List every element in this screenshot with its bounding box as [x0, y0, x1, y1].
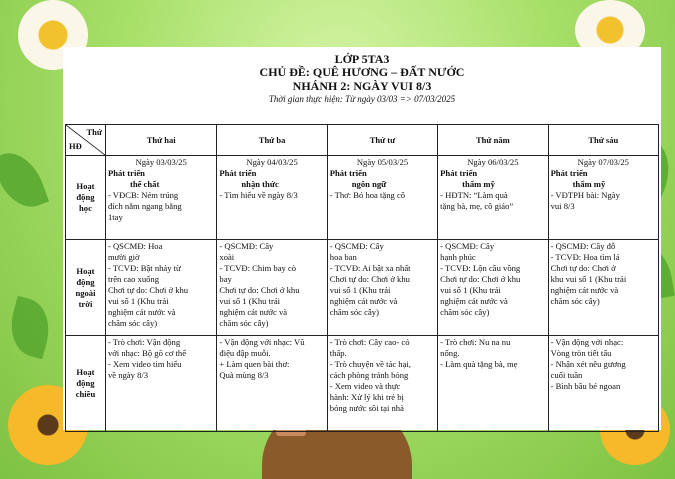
table-cell: Ngày 03/03/25 Phát triển thể chất - VĐCB: Ném trúng đích nằm ngang bằng 1tay: [105, 156, 216, 240]
table-cell: Ngày 07/03/25 Phát triển thẩm mỹ - VĐTPH bài: Ngày vui 8/3: [548, 156, 658, 240]
table-cell: - QSCMĐ: Hoa mười giờ - TCVĐ: Bật nhảy từ trên cao xuống Chơi tự do: Chơi ở khu vui số 1 (Khu trải nghiệm cát nước và chăm sóc cây): [105, 240, 216, 336]
corner-day-label: Thứ: [86, 127, 102, 137]
table-cell: Ngày 04/03/25 Phát triển nhận thức - Tìm hiểu về ngày 8/3: [217, 156, 327, 240]
corner-cell: [66, 125, 106, 156]
day-header: Thứ hai: [105, 125, 216, 156]
corner-activity-label: HĐ: [69, 141, 82, 151]
table-cell: - QSCMĐ: Cây đỗ - TCVĐ: Hoa tìm lá Chơi tự do: Chơi ở khu vui số 1 (Khu trải nghiệm cát nước và chăm sóc cây): [548, 240, 658, 336]
table-cell: - QSCMĐ: Cây hạnh phúc - TCVĐ: Lộn cầu vồng Chơi tự do: Chơi ở khu vui số 1 (Khu trải nghiệm cát nước và chăm sóc cây): [438, 240, 548, 336]
table-row: [66, 156, 659, 240]
lesson-plan-sheet: [63, 47, 661, 430]
day-header: Thứ năm: [438, 125, 548, 156]
weekly-plan-table: [65, 124, 659, 432]
table-cell: - Trò chơi: Cây cao- cỏ thấp. - Trò chuyện về tác hại, cách phòng tránh bỏng - Xem video và thực hành: Xử lý khi trẻ bị bỏng nước sôi tại nhà: [327, 336, 437, 432]
table-cell: - Trò chơi: Nu na nu nống. - Làm quà tặng bà, mẹ: [438, 336, 548, 432]
table-cell: Ngày 06/03/25 Phát triển thẩm mỹ - HĐTN: “Làm quà tặng bà, mẹ, cô giáo”: [438, 156, 548, 240]
period-text: Thời gian thực hiện: Từ ngày 03/03 => 07/03/2025: [268, 94, 456, 104]
table-cell: - Trò chơi: Vận động với nhạc: Bộ gõ cơ thể - Xem video tìm hiểu về ngày 8/3: [105, 336, 216, 432]
row-label: Hoạt động học: [66, 156, 106, 240]
table-cell: Ngày 05/03/25 Phát triển ngôn ngữ - Thơ: Bó hoa tặng cô: [327, 156, 437, 240]
row-label: Hoạt động chiều: [66, 336, 106, 432]
table-cell: - QSCMĐ: Cây xoài - TCVĐ: Chim bay cò bay Chơi tự do: Chơi ở khu vui số 1 (Khu trải nghiệm cát nước và chăm sóc cây): [217, 240, 327, 336]
table-row: [66, 336, 659, 432]
table-header-row: [66, 125, 659, 156]
row-label: Hoạt động ngoài trời: [66, 240, 106, 336]
table-cell: - QSCMĐ: Cây hoa ban - TCVĐ: Ai bật xa nhất Chơi tự do: Chơi ở khu vui số 1 (Khu trải nghiệm cát nước và chăm sóc cây): [327, 240, 437, 336]
day-header: Thứ sáu: [548, 125, 658, 156]
day-header: Thứ ba: [217, 125, 327, 156]
class-name: LỚP 5TA3: [334, 52, 390, 66]
table-cell: - Vận động với nhạc: Vòng tròn tiết tấu - Nhận xét nêu gương cuối tuần - Bình bầu bé ngoan: [548, 336, 658, 432]
theme-title: CHỦ ĐỀ: QUÊ HƯƠNG – ĐẤT NƯỚC: [259, 65, 465, 79]
branch-title: NHÁNH 2: NGÀY VUI 8/3: [292, 79, 432, 93]
table-row: [66, 240, 659, 336]
day-header: Thứ tư: [327, 125, 437, 156]
table-cell: - Vận động với nhạc: Vũ điệu đập muỗi. + Làm quen bài thơ: Quà mùng 8/3: [217, 336, 327, 432]
